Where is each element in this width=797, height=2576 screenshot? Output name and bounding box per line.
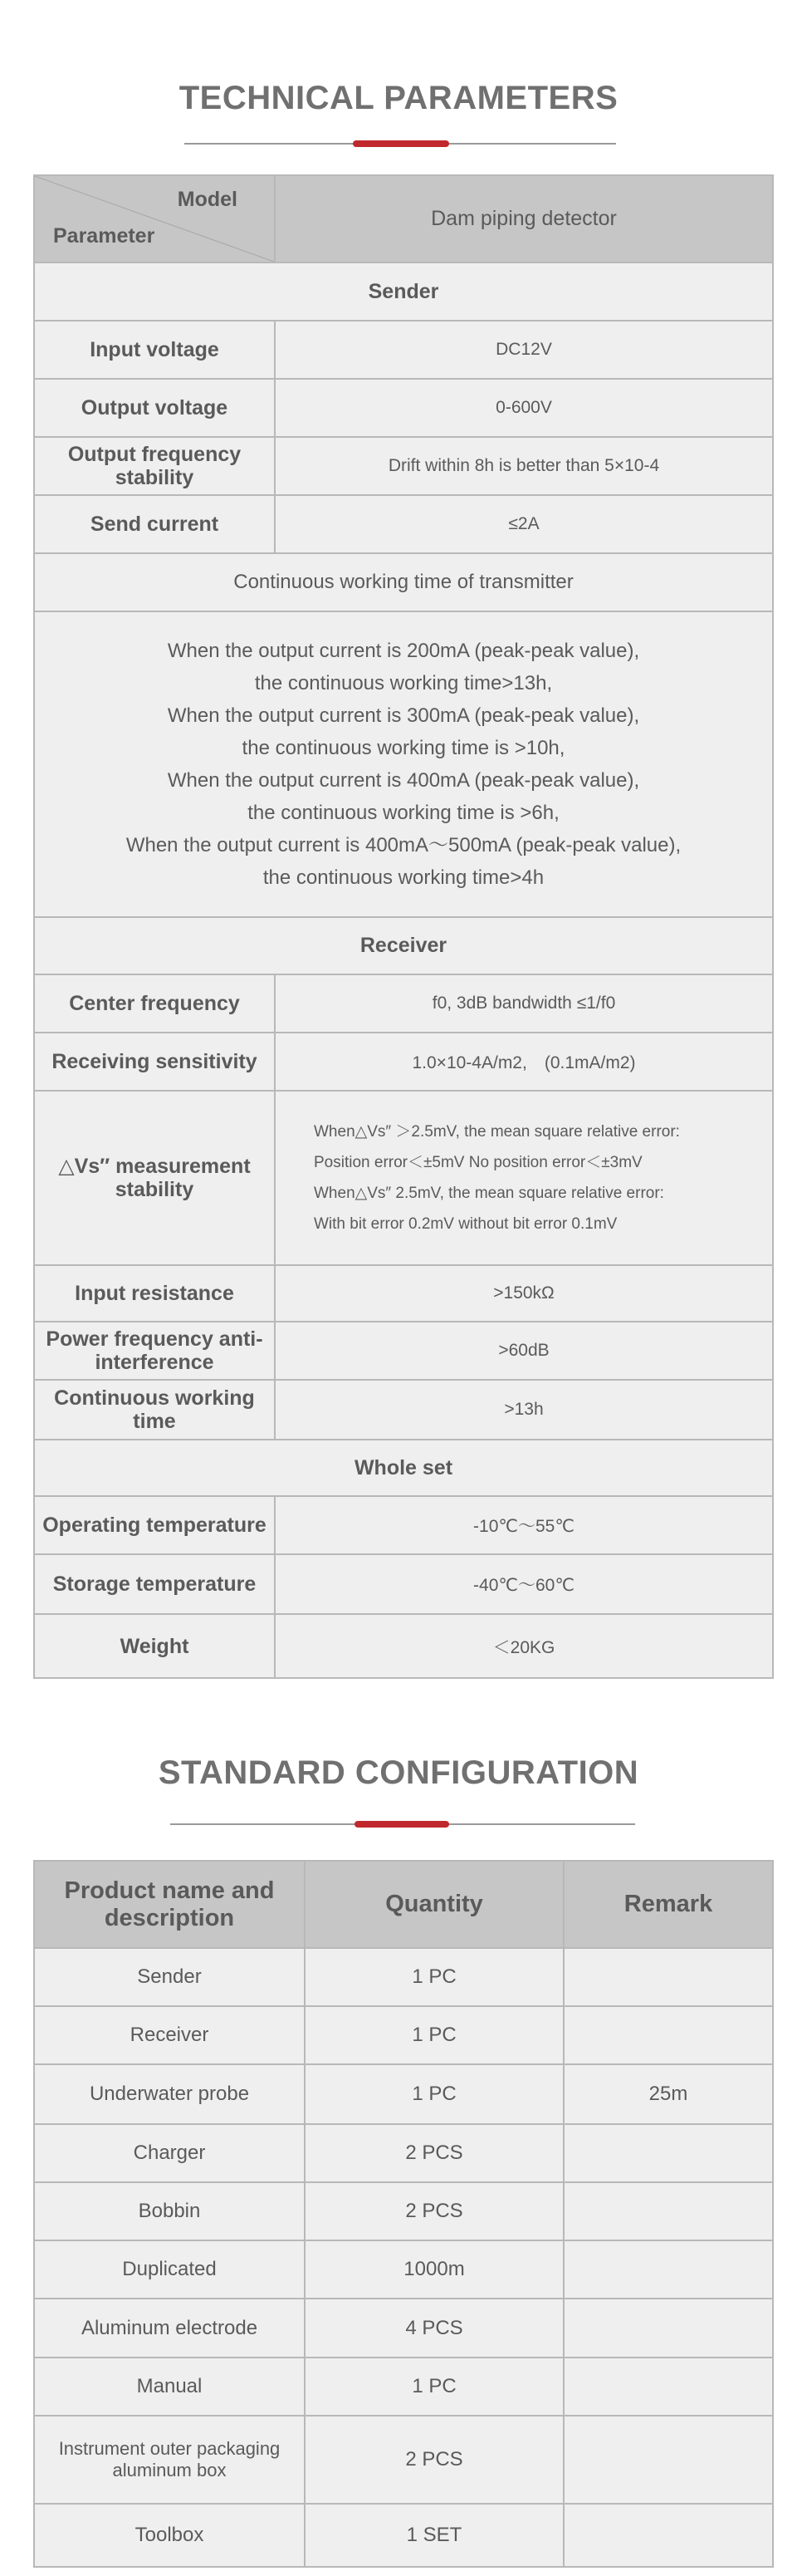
product-quantity: 4 PCS <box>305 2299 564 2358</box>
param-label: Output frequency stability <box>34 437 275 495</box>
header-quantity: Quantity <box>305 1861 564 1948</box>
detail-line: When the output current is 300mA (peak-peak value), <box>167 704 640 727</box>
product-remark: 25m <box>564 2064 773 2124</box>
table-row <box>34 1033 773 1091</box>
product-name: Charger <box>34 2124 305 2182</box>
product-quantity: 1 SET <box>305 2504 564 2567</box>
table-row <box>34 2240 773 2299</box>
product-remark <box>564 2504 773 2567</box>
title-accent-bar <box>354 1821 449 1828</box>
product-name: Duplicated <box>34 2240 305 2299</box>
parameter-label: Parameter <box>53 224 155 248</box>
table-row <box>34 974 773 1033</box>
table-row <box>34 2504 773 2567</box>
standard-configuration-table <box>33 1860 774 2568</box>
param-value: 0-600V <box>275 379 773 437</box>
table-row <box>34 1380 773 1440</box>
detail-line: the continuous working time is >6h, <box>247 802 560 824</box>
param-label: Input voltage <box>34 321 275 379</box>
product-remark <box>564 2006 773 2064</box>
table-row <box>34 1091 773 1265</box>
product-name: Bobbin <box>34 2182 305 2240</box>
model-label: Model <box>177 188 237 211</box>
header-remark: Remark <box>564 1861 773 1948</box>
param-value: >150kΩ <box>275 1265 773 1322</box>
continuous-working-details <box>34 611 773 917</box>
param-value: f0, 3dB bandwidth ≤1/f0 <box>275 974 773 1033</box>
table-row <box>34 2182 773 2240</box>
table-row <box>34 2299 773 2358</box>
product-quantity: 1 PC <box>305 2006 564 2064</box>
detail-line: the continuous working time>13h, <box>254 672 553 694</box>
product-quantity: 1 PC <box>305 2064 564 2124</box>
detail-line: When△Vs″ ＞2.5mV, the mean square relative error: <box>314 1123 680 1141</box>
product-name: Manual <box>34 2358 305 2416</box>
param-label: Continuous working time <box>34 1380 275 1440</box>
param-value: >60dB <box>275 1322 773 1380</box>
param-label: Receiving sensitivity <box>34 1033 275 1091</box>
continuous-working-heading: Continuous working time of transmitter <box>34 553 773 611</box>
product-quantity: 2 PCS <box>305 2124 564 2182</box>
table-row <box>34 2006 773 2064</box>
product-remark <box>564 2124 773 2182</box>
param-value: ＜20KG <box>275 1614 773 1678</box>
detail-line: With bit error 0.2mV without bit error 0.1mV <box>314 1215 618 1233</box>
product-quantity: 1 PC <box>305 2358 564 2416</box>
product-remark <box>564 2299 773 2358</box>
param-label: Send current <box>34 495 275 553</box>
title-accent-bar <box>353 140 449 147</box>
stability-details <box>275 1091 773 1265</box>
model-parameter-corner-cell <box>34 175 275 263</box>
param-label: Input resistance <box>34 1265 275 1322</box>
whole-set-heading: Whole set <box>34 1440 773 1496</box>
param-label: △Vs″ measurement stability <box>34 1091 275 1265</box>
param-label: Output voltage <box>34 379 275 437</box>
param-value: ≤2A <box>275 495 773 553</box>
detail-line: When the output current is 400mA (peak-peak value), <box>167 769 640 792</box>
table-row <box>34 1948 773 2006</box>
product-remark <box>564 2416 773 2504</box>
detail-line: When the output current is 400mA～500mA (peak-peak value), <box>125 834 682 856</box>
param-value: -10℃～55℃ <box>275 1496 773 1554</box>
detail-line: When△Vs″ 2.5mV, the mean square relative error: <box>314 1185 664 1202</box>
table-header-row <box>34 175 773 263</box>
product-remark <box>564 2182 773 2240</box>
table-row <box>34 495 773 553</box>
detail-line: When the output current is 200mA (peak-peak value), <box>167 640 640 662</box>
table-row <box>34 437 773 495</box>
param-value: Drift within 8h is better than 5×10-4 <box>275 437 773 495</box>
product-name-header: Dam piping detector <box>275 175 773 263</box>
diagonal-divider <box>35 176 274 262</box>
param-label: Operating temperature <box>34 1496 275 1554</box>
table-row <box>34 2416 773 2504</box>
table-row <box>34 2124 773 2182</box>
sender-heading: Sender <box>34 263 773 321</box>
tech-section-title: TECHNICAL PARAMETERS <box>178 80 619 116</box>
product-quantity: 2 PCS <box>305 2182 564 2240</box>
technical-parameters-table <box>33 174 774 1679</box>
param-label: Center frequency <box>34 974 275 1033</box>
table-row <box>34 1322 773 1380</box>
table-row <box>34 321 773 379</box>
product-remark <box>564 1948 773 2006</box>
product-name: Receiver <box>34 2006 305 2064</box>
param-value: >13h <box>275 1380 773 1440</box>
table-row <box>34 1496 773 1554</box>
param-value: -40℃～60℃ <box>275 1554 773 1614</box>
product-remark <box>564 2358 773 2416</box>
param-label: Weight <box>34 1614 275 1678</box>
detail-line: Position error＜±5mV No position error＜±3mV <box>314 1154 643 1171</box>
detail-line: the continuous working time is >10h, <box>242 737 565 759</box>
product-quantity: 1000m <box>305 2240 564 2299</box>
param-label: Power frequency anti-interference <box>34 1322 275 1380</box>
param-value: 1.0×10-4A/m2, (0.1mA/m2) <box>275 1033 773 1091</box>
product-quantity: 2 PCS <box>305 2416 564 2504</box>
detail-line: the continuous working time>4h <box>262 866 545 889</box>
table-row <box>34 2358 773 2416</box>
table-row <box>34 2064 773 2124</box>
product-name: Aluminum electrode <box>34 2299 305 2358</box>
product-name: Sender <box>34 1948 305 2006</box>
product-name: Instrument outer packaging aluminum box <box>34 2416 305 2504</box>
product-quantity: 1 PC <box>305 1948 564 2006</box>
table-row <box>34 1554 773 1614</box>
table-row <box>34 379 773 437</box>
header-product-name: Product name and description <box>34 1861 305 1948</box>
config-section-title: STANDARD CONFIGURATION <box>158 1754 639 1791</box>
param-label: Storage temperature <box>34 1554 275 1614</box>
table-row <box>34 1614 773 1678</box>
table-header-row <box>34 1861 773 1948</box>
product-name: Toolbox <box>34 2504 305 2567</box>
product-name: Underwater probe <box>34 2064 305 2124</box>
receiver-heading: Receiver <box>34 917 773 974</box>
param-value: DC12V <box>275 321 773 379</box>
product-remark <box>564 2240 773 2299</box>
table-row <box>34 1265 773 1322</box>
